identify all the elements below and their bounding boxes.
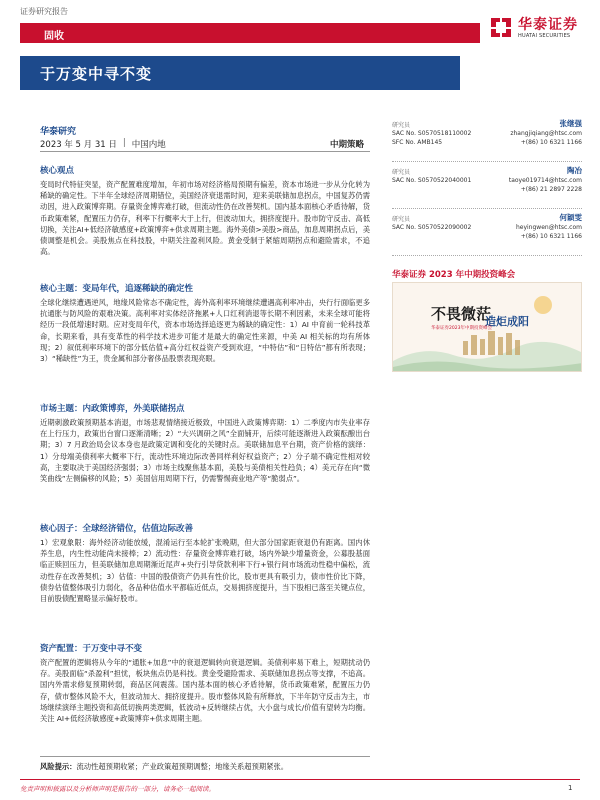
analyst-name: 陶冶 (567, 166, 582, 175)
title-banner (20, 56, 460, 90)
section-title: 核心主题：变局年代，追逐稀缺的确定性 (40, 284, 194, 294)
company-logo (488, 12, 580, 46)
meta-divider (40, 151, 370, 152)
section-core-factors (40, 522, 370, 604)
report-title: 于万变中寻不变 (40, 65, 153, 83)
section-body: 变局时代特征突显，资产配置难度增加，年初市场对经济格局预期有偏差，资本市场进一步从分化转为稀缺的确定性。下半年全球经济周期错位，美国经济衰退需时间，迎来美联储加息拐点，中国复苏仍需动因，进入政策博弈期。存量资金博弈难打破，但流动性仍在改善契机。国内基本面核心矛盾待解，货币政策难紧，配置压力仍存，利率下行概率大于上行，但波动加大，拥挤度提升。股市防守反击、高低切换，关注AI+低经济敏感度+政策博弈+供求周期主题。海外美债>美股>商品，加息周期拐点后，美债调整是机会。美股焦点在科技股，中期关注盈利风险。黄金受制于紧缩周期拐点和避险需求，不追高。 (40, 180, 370, 257)
analyst-name: 何颖雯 (559, 213, 582, 222)
report-category: 中期策略 (330, 140, 365, 150)
analyst-name: 张继强 (559, 119, 582, 128)
analyst-sac: SAC No. S0570522040001 (392, 177, 472, 184)
org-name: 华泰研究 (40, 127, 77, 137)
analyst-role: 研究员 (392, 169, 411, 176)
section-tag: 固收 (44, 31, 64, 42)
section-title: 资产配置：于万变中寻不变 (40, 644, 143, 654)
footer-rule (20, 779, 580, 780)
promo-main-slogan: 不畏微茫 (431, 305, 492, 323)
page-number: 1 (568, 784, 573, 792)
promo-subtitle: 华泰证券2023年中期投资峰会 (431, 326, 492, 331)
section-title: 核心因子：全球经济错位，估值边际改善 (40, 524, 194, 534)
section-market-theme (40, 402, 370, 484)
analyst-phone: +(86) 21 2897 2228 (520, 186, 582, 193)
risk-warning (40, 762, 370, 772)
section-body: 资产配置的逻辑将从今年的“通胀+加息”中的衰退逻辑转向衰退逻辑。美债利率易下难上，短期扰动仍存。美股面临“杀盈利”担忧，板块焦点仍是科技。黄金受避险需求、美联储加息拐点等支撑，不追高。国内外需求修复预期转弱，商品区间震荡。国内基本面的核心矛盾待解，货币政策难紧，配置压力仍存，债市整体风险不大，但波动加大、拥挤度提升。股市整体风险有所释放，下半年防守反击为主，市场继续演绎主题投资和高低切换两类逻辑，低波动+反转继续占优，大小盘与成长/价值有望转为均衡。关注 AI+低经济敏感度+政策博弈+供求周期主题。 (40, 658, 370, 724)
risk-text: 流动性超预期收紧；产业政策超预期调整；地缘关系超预期紧张。 (76, 762, 289, 771)
section-banner (20, 23, 480, 43)
section-core-view (40, 164, 370, 257)
analyst-sac: SAC No. S0570522090002 (392, 224, 472, 231)
report-region: 中国内地 (131, 140, 166, 150)
logo-cn-text: 华泰证券 (518, 17, 578, 33)
analyst-email[interactable]: zhangjiqiang@htsc.com (510, 130, 582, 137)
risk-divider (40, 756, 370, 757)
analyst-card (392, 165, 582, 209)
section-core-theme (40, 282, 370, 364)
risk-label: 风险提示： (40, 762, 77, 771)
report-date: 2023 年 5 月 31 日 (40, 140, 117, 150)
analyst-sfc: SFC No. AMB145 (392, 139, 443, 146)
section-body: 1）宏观象限：海外经济动能放缓，混淆运行至本轮扩张晚期，但大部分国家距衰退仍有距离。国内休养生息，内生性动能尚未接棒；2）流动性：存量资金博弈难打破，场内外缺少增量资金，公募股基面临正赎回压力，但美联储加息周期渐近尾声+央行引导贷款利率下行+银行间市场流动性稳中偏松，流动性存在改善契机；3）估值：中国的股债资产仍具有性价比，股市更具有吸引力，债市性价比下降，债券估值整体吸引力弱化，各品种估值水平都临近低点，交易拥挤度提升，当下股相已落至关键点位，目前股债配置略显示偏好股市。 (40, 538, 370, 604)
section-title: 市场主题：内政策博弈，外美联储拐点 (40, 404, 185, 414)
section-title: 核心观点 (40, 166, 75, 176)
analyst-sac: SAC No. S0570518110002 (392, 130, 472, 137)
analyst-email[interactable]: taoye019714@htsc.com (508, 177, 582, 184)
promo-second-slogan: 造炬成阳 (485, 315, 529, 328)
promo-title: 华泰证券 2023 年中期投资峰会 (392, 270, 516, 280)
section-body: 近期刺激政策预期基本消退，市场悲观情绪接近极致，中国进入政策博弈期：1）二季度内市失业率存在上行压力，政策出台窗口逐渐清晰；2）“大兴调研之风”全面铺开，后续可能逐渐进入政策酝酿出台期；3）7 月政治局会议本身也是政策定调和变化的关键时点。美联储加息平台期，资产价格的演绎：1）分母端美债利率大概率下行，流动性环境边际改善同样利好权益资产；2）分子端不确定性相对较高，主要取决于美国经济强弱；3）市场主线聚焦基本面，美股与美债相关性趋负；4）美元存在向“微笑曲线”左侧偏移的风险；5）美国信用周期下行，仍需警惕商业地产等“脆弱点”。 (40, 418, 370, 484)
analyst-card (392, 118, 582, 162)
promo-banner[interactable] (392, 282, 582, 372)
logo-mark-icon (488, 14, 514, 40)
analyst-phone: +(86) 10 6321 1166 (520, 139, 582, 146)
section-body: 全球化继续遭遇逆风，地缘风险常态不确定性，海外高利率环境继续遭遇高利率冲击，央行行面临更多抗通胀与防风险的艰难决策。高利率对实体经济拖累+人口红利消退等长期不利因素，未来全球可能将经历一段低增速时期。应对变局年代，资本市场选择追逐更为稀缺的确定性：1）AI 中育前一轮科技革命，长期来看，具有变革性的科学技术进步可能才是最大的确定性来源，中美 AI 相关标的均有所体现；2）叙低利率环境下的部分低估值+高分红权益资产受到欢迎，“中特估”和“日特估”都有所表现；3）“稀缺性”为王，贵金属和部分奢侈品股票表现亮眼。 (40, 298, 370, 364)
footer-disclaimer: 免责声明和披露以及分析师声明是报告的一部分，请务必一起阅读。 (20, 785, 215, 793)
analyst-role: 研究员 (392, 216, 411, 223)
logo-en-text: HUATAI SECURITIES (518, 33, 571, 39)
analyst-card (392, 212, 582, 256)
report-meta (40, 138, 370, 150)
analyst-role: 研究员 (392, 122, 411, 129)
section-asset-allocation (40, 642, 370, 724)
analyst-list (392, 118, 582, 259)
report-type-label: 证券研究报告 (20, 7, 68, 16)
analyst-phone: +(86) 10 6321 1166 (520, 233, 582, 240)
meta-separator: | (122, 138, 126, 148)
analyst-email[interactable]: heyingwen@htsc.com (515, 224, 582, 231)
